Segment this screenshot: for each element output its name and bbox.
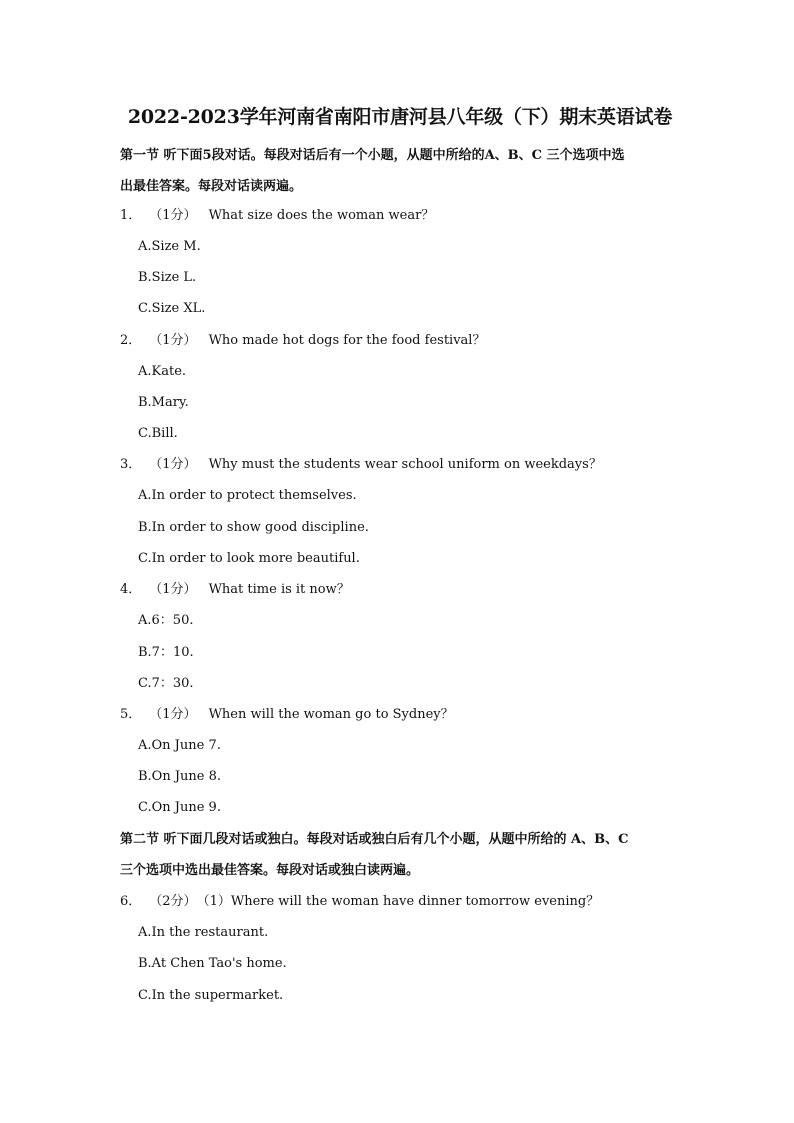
question-text: Who made hot dogs for the food festival？: [208, 333, 486, 348]
question-1: [120, 206, 680, 226]
question-score: （1分）: [149, 707, 197, 722]
question-3-option-a: A.In order to protect themselves.: [138, 488, 357, 503]
question-score: （2分）: [149, 894, 197, 909]
question-score: （1分）: [149, 582, 197, 597]
question-number: 5．: [120, 707, 142, 722]
question-5: [120, 705, 680, 725]
question-6: [120, 892, 680, 912]
question-number: 4．: [120, 582, 142, 597]
question-1-option-a: A.Size M.: [138, 239, 201, 254]
section1-instruction-line1: 第一节 听下面5段对话。每段对话后有一个小题，从题中所给的A、B、C 三个选项中选: [120, 148, 625, 163]
question-2: [120, 331, 680, 351]
question-text: What time is it now？: [208, 582, 350, 597]
question-text: When will the woman go to Sydney？: [208, 707, 454, 722]
section2-instruction-line2: 三个选项中选出最佳答案。每段对话或独白读两遍。: [120, 863, 420, 878]
question-5-option-b: B.On June 8.: [138, 769, 222, 784]
question-score: （1分）: [149, 457, 197, 472]
question-2-option-b: B.Mary.: [138, 395, 189, 410]
question-3: [120, 455, 680, 475]
page-title: 2022-2023学年河南省南阳市唐河县八年级（下）期末英语试卷: [127, 106, 673, 128]
section2-instruction-line1: 第二节 听下面几段对话或独白。每段对话或独白后有几个小题，从题中所给的 A、B、C: [120, 832, 629, 847]
question-number: 2．: [120, 333, 142, 348]
question-3-option-c: C.In order to look more beautiful.: [138, 551, 360, 566]
question-4-option-b: B.7：10.: [138, 645, 194, 660]
question-4: [120, 580, 680, 600]
question-5-option-a: A.On June 7.: [138, 738, 221, 753]
question-3-option-b: B.In order to show good discipline.: [138, 520, 369, 535]
question-4-option-a: A.6：50.: [138, 613, 194, 628]
question-number: 1．: [120, 208, 142, 223]
question-number: 3．: [120, 457, 142, 472]
question-score: （1分）: [149, 333, 197, 348]
question-4-option-c: C.7：30.: [138, 676, 194, 691]
question-2-option-a: A.Kate.: [138, 364, 187, 379]
question-text: （1）Where will the woman have dinner tomorrow evening？: [196, 894, 600, 909]
question-6-option-a: A.In the restaurant.: [138, 925, 269, 940]
question-1-option-c: C.Size XL.: [138, 301, 206, 316]
question-text: Why must the students wear school uniform on weekdays？: [208, 457, 602, 472]
question-number: 6．: [120, 894, 142, 909]
question-6-option-b: B.At Chen Tao's home.: [138, 956, 287, 971]
question-score: （1分）: [149, 208, 197, 223]
question-6-option-c: C.In the supermarket.: [138, 988, 284, 1003]
question-1-option-b: B.Size L.: [138, 270, 197, 285]
section1-instruction-line2: 出最佳答案。每段对话读两遍。: [120, 179, 303, 194]
question-5-option-c: C.On June 9.: [138, 800, 221, 815]
question-2-option-c: C.Bill.: [138, 426, 178, 441]
question-text: What size does the woman wear？: [208, 208, 435, 223]
